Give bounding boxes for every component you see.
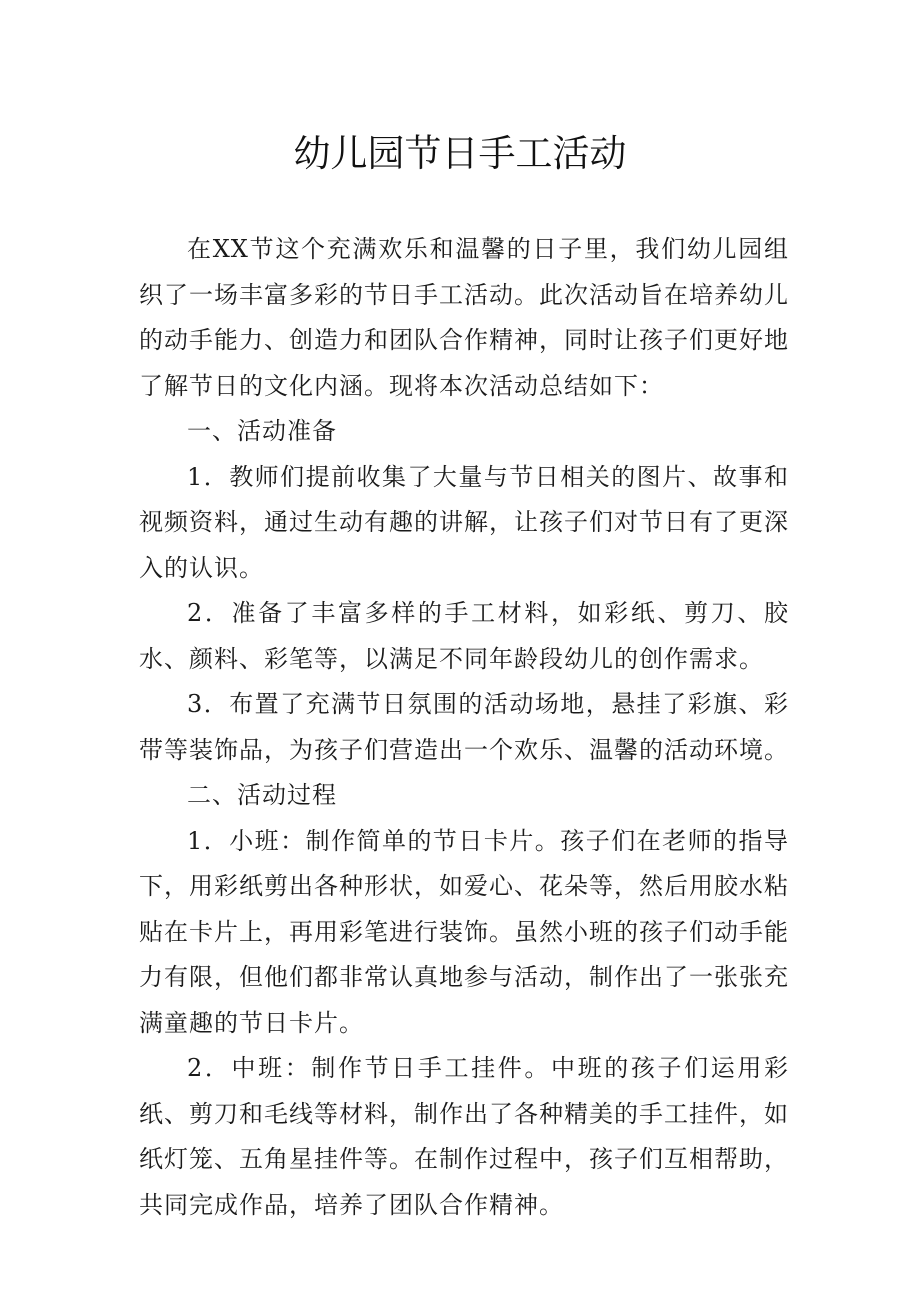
preparation-item-2: 2．准备了丰富多样的手工材料，如彩纸、剪刀、胶水、颜料、彩笔等，以满足不同年龄段幼儿的创作需求。: [139, 599, 789, 673]
preparation-item-3: 3．布置了充满节日氛围的活动场地，悬挂了彩旗、彩带等装饰品，为孩子们营造出一个欢乐、温馨的活动环境。: [139, 690, 789, 764]
section-heading-process: 二、活动过程: [187, 781, 337, 809]
preparation-item-1: 1．教师们提前收集了大量与节日相关的图片、故事和视频资料，通过生动有趣的讲解，让孩子们对节日有了更深入的认识。: [139, 462, 789, 582]
process-item-2: 2．中班：制作节日手工挂件。中班的孩子们运用彩纸、剪刀和毛线等材料，制作出了各种精美的手工挂件，如纸灯笼、五角星挂件等。在制作过程中，孩子们互相帮助，共同完成作品，培养了团队合作精神。: [139, 1054, 789, 1219]
document-body: [139, 227, 789, 1228]
process-item-1: 1．小班：制作简单的节日卡片。孩子们在老师的指导下，用彩纸剪出各种形状，如爱心、花朵等，然后用胶水粘贴在卡片上，再用彩笔进行装饰。虽然小班的孩子们动手能力有限，但他们都非常认真地参与活动，制作出了一张张充满童趣的节日卡片。: [139, 826, 789, 1037]
document-title: 幼儿园节日手工活动: [293, 132, 627, 175]
intro-paragraph: 在XX节这个充满欢乐和温馨的日子里，我们幼儿园组织了一场丰富多彩的节日手工活动。此次活动旨在培养幼儿的动手能力、创造力和团队合作精神，同时让孩子们更好地了解节日的文化内涵。现将本次活动总结如下：: [139, 235, 789, 400]
section-heading-preparation: 一、活动准备: [187, 417, 337, 445]
